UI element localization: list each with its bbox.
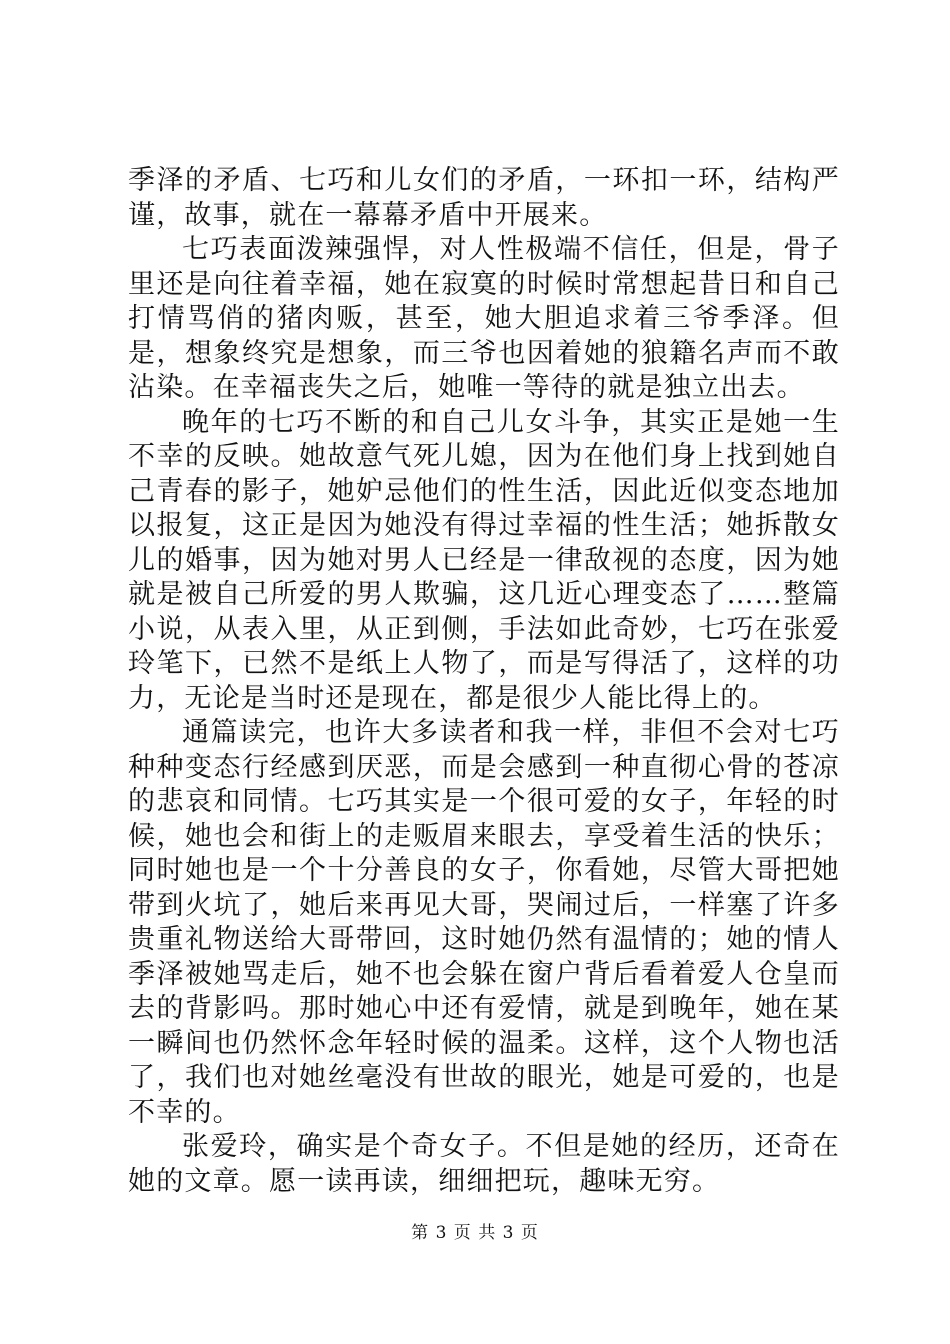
- paragraph: 张爱玲，确实是个奇女子。不但是她的经历，还奇在她的文章。愿一读再读，细细把玩，趣味无穷。: [128, 1131, 840, 1197]
- paragraph: 晚年的七巧不断的和自己儿女斗争，其实正是她一生不幸的反映。她故意气死儿媳，因为在他们身上找到她自己青春的影子，她妒忌他们的性生活，因此近似变态地加以报复，这正是因为她没有得过幸福的性生活；她拆散女儿的婚事，因为她对男人已经是一律敌视的态度，因为她就是被自己所爱的男人欺骗，这几近心理变态了……整篇小说，从表入里，从正到侧，手法如此奇妙，七巧在张爱玲笔下，已然不是纸上人物了，而是写得活了，这样的功力，无论是当时还是现在，都是很少人能比得上的。: [128, 406, 840, 714]
- paragraph: 通篇读完，也许大多读者和我一样，非但不会对七巧种种变态行经感到厌恶，而是会感到一种直彻心骨的苍凉的悲哀和同情。七巧其实是一个很可爱的女子，年轻的时候，她也会和街上的走贩眉来眼去，享受着生活的快乐；同时她也是一个十分善良的女子，你看她，尽管大哥把她带到火坑了，她后来再见大哥，哭闹过后，一样塞了许多贵重礼物送给大哥带回，这时她仍然有温情的；她的情人季泽被她骂走后，她不也会躲在窗户背后看着爱人仓皇而去的背影吗。那时她心中还有爱情，就是到晚年，她在某一瞬间也仍然怀念年轻时候的温柔。这样，这个人物也活了，我们也对她丝毫没有世故的眼光，她是可爱的，也是不幸的。: [128, 717, 840, 1128]
- document-body: [128, 164, 840, 1199]
- page-number-footer: 第 3 页 共 3 页: [411, 1223, 539, 1243]
- paragraph: 七巧表面泼辣强悍，对人性极端不信任，但是，骨子里还是向往着幸福，她在寂寞的时候时常想起昔日和自己打情骂俏的猪肉贩，甚至，她大胆追求着三爷季泽。但是，想象终究是想象，而三爷也因着她的狼籍名声而不敢沾染。在幸福丧失之后，她唯一等待的就是独立出去。: [128, 234, 840, 403]
- paragraph-continuation: 季泽的矛盾、七巧和儿女们的矛盾，一环扣一环，结构严谨，故事，就在一幕幕矛盾中开展来。: [128, 165, 840, 231]
